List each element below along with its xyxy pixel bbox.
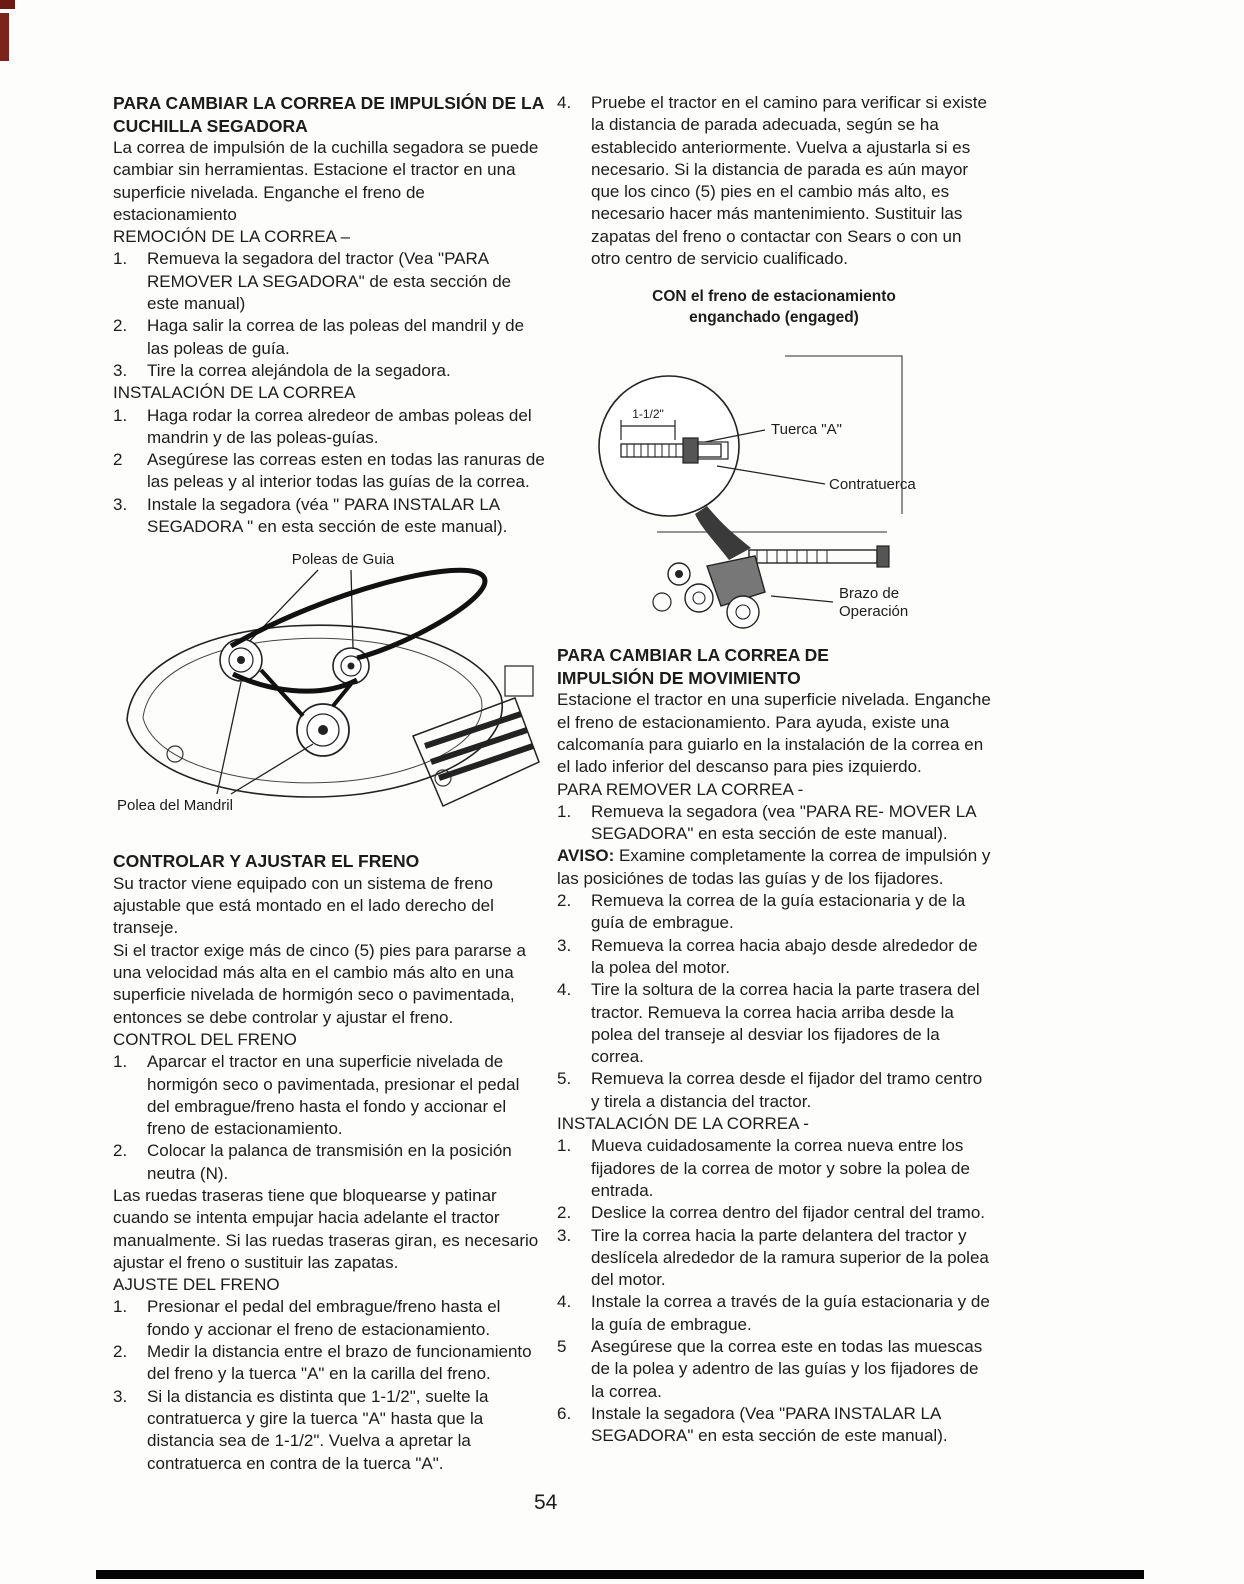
list-number: 6. xyxy=(557,1403,572,1423)
list-number: 4. xyxy=(557,1292,572,1312)
notice-paragraph xyxy=(557,845,991,890)
section-heading-brake: CONTROLAR Y AJUSTAR EL FRENO xyxy=(113,851,420,872)
list-item xyxy=(557,1336,991,1403)
list-text: Tire la soltura de la correa hacia la parte trasera del tractor. Remueva la correa hacia arriba desde la polea del transeje al desviar los fijadores de la correa. xyxy=(591,980,980,1067)
paragraph: La correa de impulsión de la cuchilla segadora se puede cambiar sin herramientas. Estacione el tractor en una superficie nivelada. Enganche el freno de estacionamiento xyxy=(113,138,539,224)
list-item xyxy=(113,315,545,360)
list-number: 4. xyxy=(557,93,572,112)
dimension-label: 1-1/2" xyxy=(632,407,664,422)
list-number: 1. xyxy=(113,405,128,425)
list-item xyxy=(557,1202,991,1224)
list-item xyxy=(557,1291,991,1336)
list-text: Medir la distancia entre el brazo de funcionamiento del freno y la tuerca "A" en la carilla del freno. xyxy=(147,1342,532,1384)
list-text: Asegúrese las correas esten en todas las ranuras de las peleas y al interior todas las guías de la correa. xyxy=(147,450,545,492)
paragraph: Su tractor viene equipado con un sistema de freno ajustable que está montado en el lado derecho del transeje. xyxy=(113,873,494,938)
list-number: 5 xyxy=(557,1336,567,1356)
list-item xyxy=(557,801,991,846)
list-number: 3. xyxy=(557,935,572,955)
list-text: Remueva la correa hacia abajo desde alrededor de la polea del motor. xyxy=(591,935,978,977)
list-item xyxy=(557,1135,991,1202)
figure-label-brazo-line2: Operación xyxy=(839,603,909,621)
subheading-install: INSTALACIÓN DE LA CORREA xyxy=(113,383,356,403)
brake-adjustment-figure xyxy=(557,334,991,636)
list-text: Presionar el pedal del embrague/freno hasta el fondo y accionar el freno de estacionamiento. xyxy=(147,1297,501,1339)
list-item xyxy=(557,1068,991,1113)
subheading-install-belt: INSTALACIÓN DE LA CORREA - xyxy=(557,1114,809,1134)
paragraph: Las ruedas traseras tiene que bloquearse y patinar cuando se intenta empujar hacia adelante el tractor manualmente. Si las ruedas traseras giran, es necesario ajustar el freno o sustituir las zapatas. xyxy=(113,1186,539,1272)
list-text: Aparcar el tractor en una superficie nivelada de hormigón seco o pavimentada, presionar el pedal del embrague/freno hasta el fondo y accionar el freno de estacionamiento. xyxy=(147,1052,520,1139)
list-number: 1. xyxy=(113,1297,128,1317)
section-heading-drive-belt xyxy=(557,644,991,689)
list-text: Remueva la correa desde el fijador del tramo centro y tirela a distancia del tractor. xyxy=(591,1069,983,1111)
list-item xyxy=(113,1296,545,1341)
list-number: 3. xyxy=(557,1225,572,1245)
mower-deck-figure xyxy=(113,548,545,836)
figure-label-contratuerca: Contratuerca xyxy=(829,476,916,494)
list-item xyxy=(557,1403,991,1448)
notice-label: AVISO: xyxy=(557,846,615,866)
figure-label: Polea del Mandril xyxy=(117,797,233,815)
figure-caption xyxy=(557,286,991,328)
list-item xyxy=(557,92,991,270)
list-number: 5. xyxy=(557,1069,572,1089)
list-item xyxy=(113,248,545,315)
page-bottom-rule xyxy=(96,1570,1144,1579)
list-item xyxy=(113,449,545,494)
subheading-brake-control: CONTROL DEL FRENO xyxy=(113,1029,297,1049)
list-number: 2. xyxy=(113,1342,128,1362)
page-number: 54 xyxy=(534,1491,558,1514)
scan-artifact xyxy=(0,0,15,9)
figure-label: Poleas de Guia xyxy=(291,551,395,569)
list-item xyxy=(113,1051,545,1140)
list-text: Pruebe el tractor en el camino para verificar si existe la distancia de parada adecuada, según se ha establecido anteriormente. Vuelva a ajustarla si es necesario. Si la distancia de parada es aún mayor que los cinco (5) pies en el cambio más alto, es necesario hacer más mantenimiento. Sustituir las zapatas del freno o contactar con Sears o con un otro centro de servicio cualificado. xyxy=(591,93,987,269)
list-text: Mueva cuidadosamente la correa nueva entre los fijadores de la correa de motor y sobre la polea de entrada. xyxy=(591,1136,970,1200)
section-heading-line2: IMPULSIÓN DE MOVIMIENTO xyxy=(557,667,801,688)
paragraph: Si el tractor exige más de cinco (5) pies para pararse a una velocidad más alta en el cambio más alto en una superficie nivelada de hormigón seco o pavimentada, entonces se debe controlar y ajustar el freno. xyxy=(113,940,526,1027)
list-item xyxy=(557,1225,991,1292)
list-text: Si la distancia es distinta que 1-1/2", suelte la contratuerca y gire la tuerca "A" hasta que la distancia sea de 1-1/2". Vuelva a apretar la contratuerca en contra de la tuerca "A". xyxy=(147,1386,489,1473)
list-number: 3. xyxy=(113,1386,128,1406)
list-text: Remueva la segadora del tractor (Vea "PARA REMOVER LA SEGADORA" de esta sección de este manual) xyxy=(147,249,512,314)
list-text: Haga rodar la correa alredeor de ambas poleas del mandrin y de las poleas-guías. xyxy=(147,405,532,447)
list-text: Remueva la correa de la guía estacionaria y de la guía de embrague. xyxy=(591,891,966,933)
list-item xyxy=(557,890,991,935)
list-text: Haga salir la correa de las poleas del mandril y de las poleas de guía. xyxy=(147,316,525,358)
figure-label-brazo-line1: Brazo de xyxy=(839,585,900,603)
paragraph: Estacione el tractor en una superficie nivelada. Enganche el freno de estacionamiento. Para ayuda, existe una calcomanía para guiarlo en la instalación de la correa en el lado inferior del descanso para pies izquierdo. xyxy=(557,690,991,777)
subheading-remove-belt: PARA REMOVER LA CORREA - xyxy=(557,779,804,799)
section-heading-blade-belt: PARA CAMBIAR LA CORREA DE IMPULSIÓN DE LA CUCHILLA SEGADORA xyxy=(113,93,544,136)
list-text: Instale la segadora (Vea "PARA INSTALAR LA SEGADORA" en esta sección de este manual). xyxy=(591,1403,948,1446)
list-number: 2. xyxy=(557,891,572,911)
list-number: 1. xyxy=(113,249,128,269)
list-number: 3. xyxy=(113,360,128,380)
left-column xyxy=(113,92,545,1475)
list-text: Colocar la palanca de transmisión en la posición neutra (N). xyxy=(147,1141,512,1183)
list-number: 2. xyxy=(113,316,128,336)
list-text: Deslice la correa dentro del fijador central del tramo. xyxy=(591,1203,986,1223)
list-item xyxy=(113,405,545,450)
list-number: 2. xyxy=(113,1141,128,1161)
list-number: 1. xyxy=(557,801,572,821)
list-item xyxy=(113,360,545,382)
list-number: 4. xyxy=(557,980,572,1000)
list-text: Instale la correa a través de la guía estacionaria y de la guía de embrague. xyxy=(591,1292,990,1334)
list-number: 3. xyxy=(113,494,128,514)
figure-caption-line2: enganchado (engaged) xyxy=(689,309,859,327)
subheading-brake-adjust: AJUSTE DEL FRENO xyxy=(113,1275,280,1295)
list-item xyxy=(557,935,991,980)
scan-artifact xyxy=(0,13,9,61)
figure-caption-line1: CON el freno de estacionamiento xyxy=(652,288,896,306)
list-item xyxy=(113,1341,545,1386)
list-item xyxy=(113,1386,545,1475)
list-text: Asegúrese que la correa este en todas las muescas de la polea y adentro de las guías y los fijadores de la correa. xyxy=(591,1336,983,1401)
list-text: Tire la correa alejándola de la segadora. xyxy=(147,360,451,380)
notice-text: Examine completamente la correa de impulsión y las posiciónes de todas las guías y de los fijadores. xyxy=(557,846,991,888)
list-item xyxy=(113,1140,545,1185)
list-number: 1. xyxy=(557,1136,572,1156)
list-text: Remueva la segadora (vea "PARA RE- MOVER LA SEGADORA" en esta sección de este manual). xyxy=(591,801,976,844)
subheading-removal: REMOCIÓN DE LA CORREA – xyxy=(113,227,351,247)
list-text: Tire la correa hacia la parte delantera del tractor y deslícela alrededor de la ramura superior de la polea del motor. xyxy=(591,1225,989,1290)
list-item xyxy=(113,494,545,539)
list-item xyxy=(557,979,991,1068)
right-column xyxy=(557,92,991,1447)
list-number: 2. xyxy=(557,1203,572,1223)
list-text: Instale la segadora (véa " PARA INSTALAR LA SEGADORA " en esta sección de este manual). xyxy=(147,494,508,537)
list-number: 1. xyxy=(113,1052,128,1072)
section-heading-line1: PARA CAMBIAR LA CORREA DE xyxy=(557,645,829,666)
list-number: 2 xyxy=(113,450,123,470)
figure-label-tuerca: Tuerca "A" xyxy=(771,421,842,439)
